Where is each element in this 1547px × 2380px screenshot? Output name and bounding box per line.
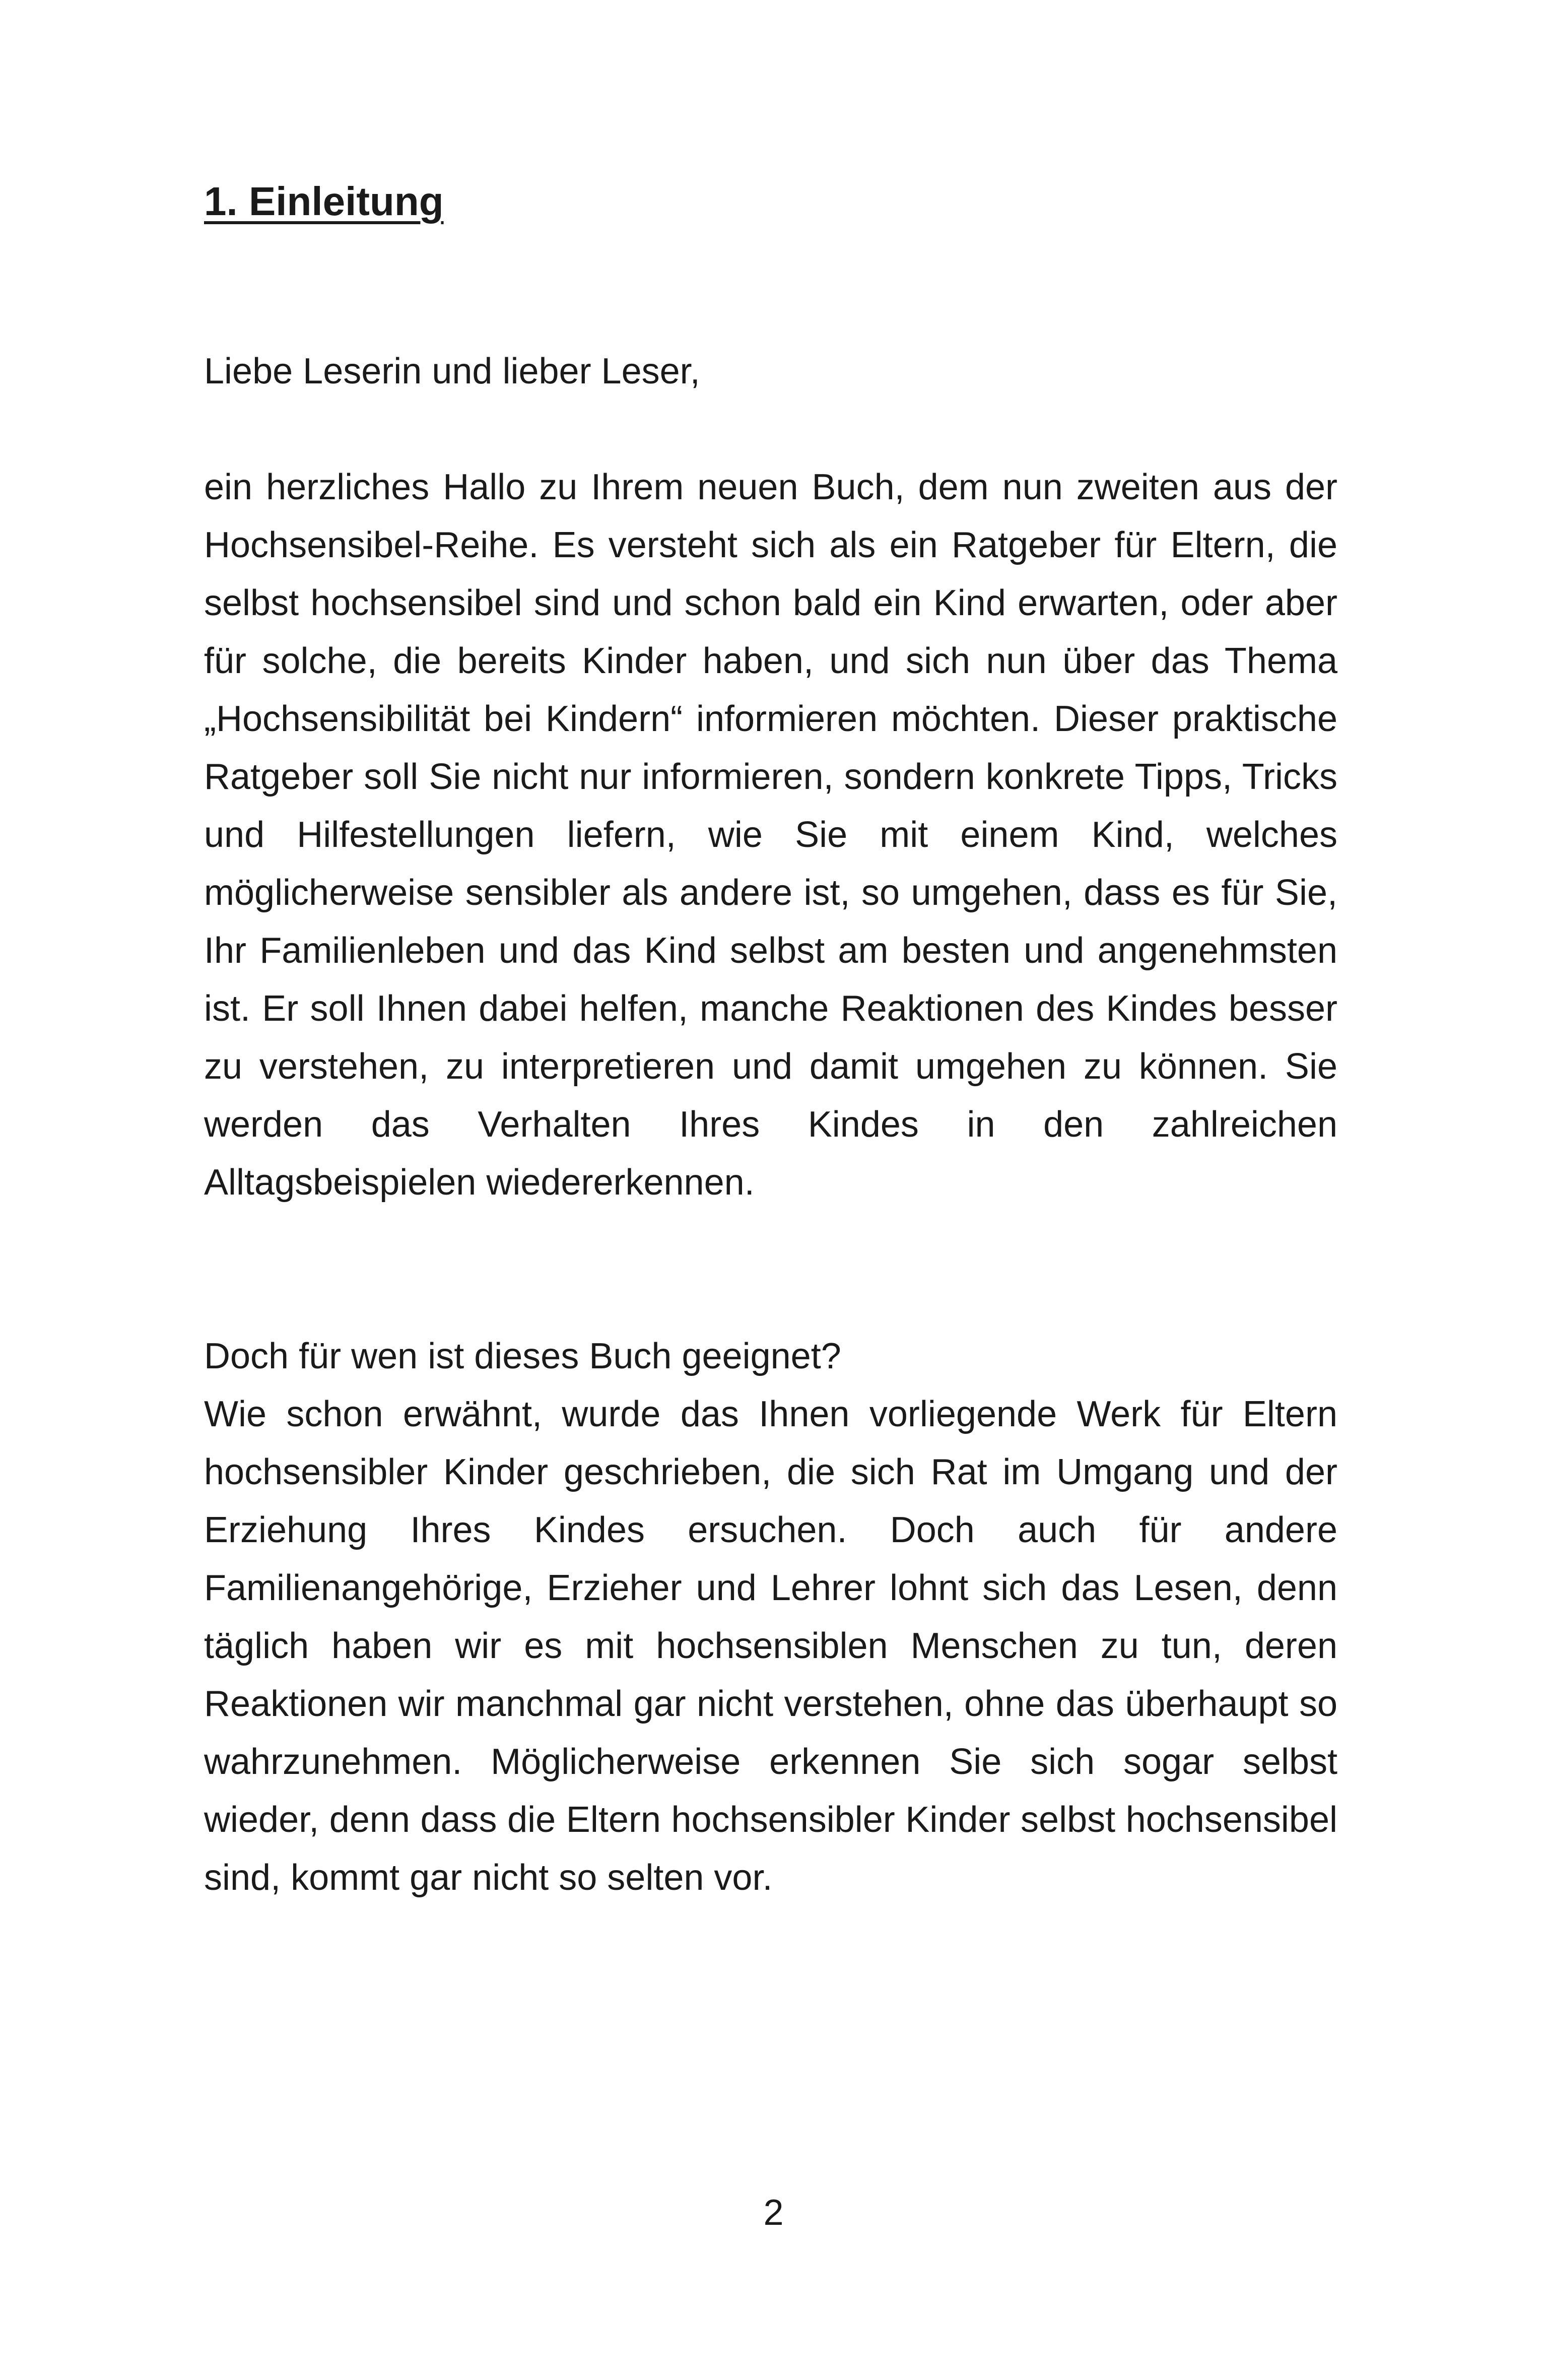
audience-paragraph: Wie schon erwähnt, wurde das Ihnen vorliegende Werk für Eltern hochsensibler Kinder geschrieben, die sich Rat im Umgang und der Erziehung Ihres Kindes ersuchen. Doch auch für andere Familienangehörige, Erzieher und Lehrer lohnt sich das Lesen, denn täglich haben wir es mit hochsensiblen Menschen zu tun, deren Reaktionen wir manchmal gar nicht verstehen, ohne das überhaupt so wahrzunehmen. Möglicherweise erkennen Sie sich sogar selbst wieder, denn dass die Eltern hochsensibler Kinder selbst hochsensibel sind, kommt gar nicht so selten vor. bbox=[204, 1394, 1337, 1898]
page-number: 2 bbox=[763, 2193, 784, 2233]
question-line: Doch für wen ist dieses Buch geeignet? bbox=[204, 1336, 841, 1376]
chapter-heading: 1. Einleitung bbox=[204, 179, 444, 224]
page-content bbox=[204, 171, 1337, 1898]
intro-paragraph: ein herzliches Hallo zu Ihrem neuen Buch, dem nun zweiten aus der Hochsensibel-Reihe. Es versteht sich als ein Ratgeber für Eltern, die selbst hochsensibel sind und schon bald ein Kind erwarten, oder aber für solche, die bereits Kinder haben, und sich nun über das Thema „Hochsensibilität bei Kindern“ informieren möchten. Dieser praktische Ratgeber soll Sie nicht nur informieren, sondern konkrete Tipps, Tricks und Hilfestellungen liefern, wie Sie mit einem Kind, welches möglicherweise sensibler als andere ist, so umgehen, dass es für Sie, Ihr Familienleben und das Kind selbst am besten und angenehmsten ist. Er soll Ihnen dabei helfen, manche Reaktionen des Kindes besser zu verstehen, zu interpretieren und damit umgehen zu können. Sie werden das Verhalten Ihres Kindes in den zahlreichen Alltagsbeispielen wiedererkennen. bbox=[204, 467, 1337, 1203]
salutation: Liebe Leserin und lieber Leser, bbox=[204, 351, 700, 391]
